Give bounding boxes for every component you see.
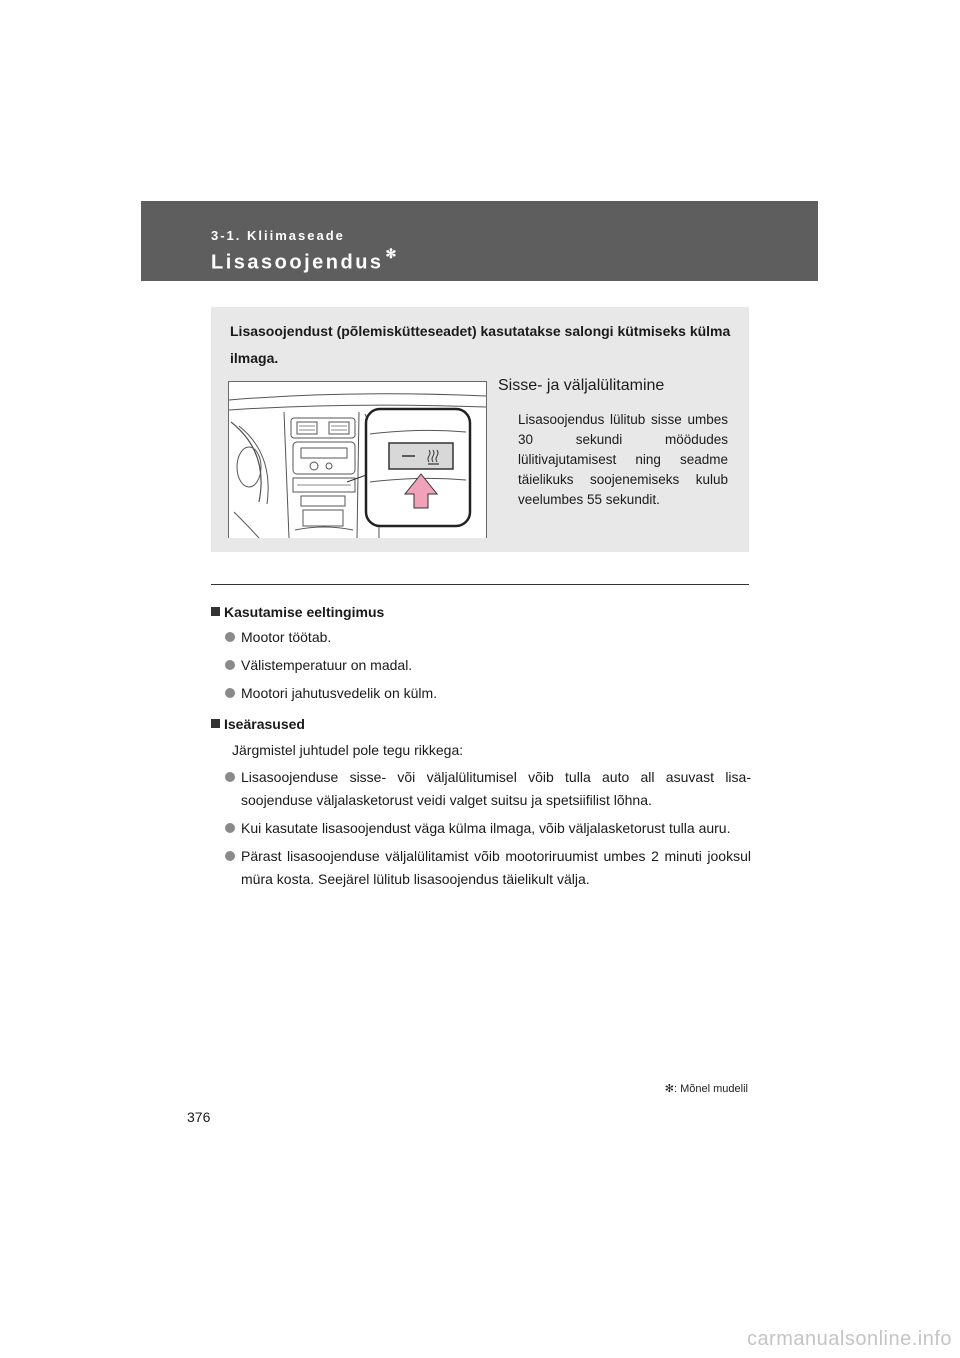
page-number: 376 [187,1109,211,1125]
circle-bullet-icon [225,772,235,782]
page-title-text: Lisasoojendus [211,251,384,274]
list-item: Pärast lisasoojenduse väljalülitamist võib mootoriruumist umbes 2 minuti jooksul müra kosta. Seejärel lülitub lisasoojendus täielikult välja. [211,845,751,891]
section-title: Kasutamise eeltingimus [211,598,751,626]
page-title [211,246,399,275]
section-peculiarities [211,710,751,891]
intro-subheading: Sisse- ja väljalülitamine [498,377,665,394]
section-title: Iseärasused [211,710,751,738]
section-header-band [141,201,818,281]
content-area [211,598,751,896]
circle-bullet-icon [225,688,235,698]
square-bullet-icon [211,607,220,616]
square-bullet-icon [211,719,220,728]
asterisk-mark: ✻ [385,246,399,261]
list-item: Välistemperatuur on madal. [211,654,751,677]
section-preconditions [211,598,751,705]
intro-text: Lisasoojendust (põlemiskütteseadet) kasutatakse salongi kütmiseks külma ilmaga. [230,323,731,366]
circle-bullet-icon [225,823,235,833]
list-item: Mootor töötab. [211,626,751,649]
list-item: Lisasoojenduse sisse- või väljalülitumisel võib tulla auto all asuvast lisa-soojenduse väljalasketorust veidi valget suitsu ja spetsiifilist lõhna. [211,766,751,812]
circle-bullet-icon [225,632,235,642]
list-item: Kui kasutate lisasoojendust väga külma ilmaga, võib väljalasketorust tulla auru. [211,817,751,840]
intro-subheading-body: Lisasoojendus lülitub sisse umbes 30 sekundi möödudes lülitivajutamisest ning seadme täielikuks soojenemiseks kulub veelumbes 55 sekundit. [518,412,728,507]
section-label: 3-1. Kliimaseade [211,228,345,243]
circle-bullet-icon [225,660,235,670]
footnote: ✻: Mõnel mudelil [664,1083,748,1095]
list-item: Mootori jahutusvedelik on külm. [211,682,751,705]
intro-box [211,307,749,552]
circle-bullet-icon [225,851,235,861]
dashboard-drawing [229,382,486,538]
watermark: carmanualsonline.info [746,1328,952,1350]
section-divider [211,584,749,585]
dashboard-illustration [228,381,487,538]
section-lead: Järgmistel juhtudel pole tegu rikkega: [232,742,464,758]
